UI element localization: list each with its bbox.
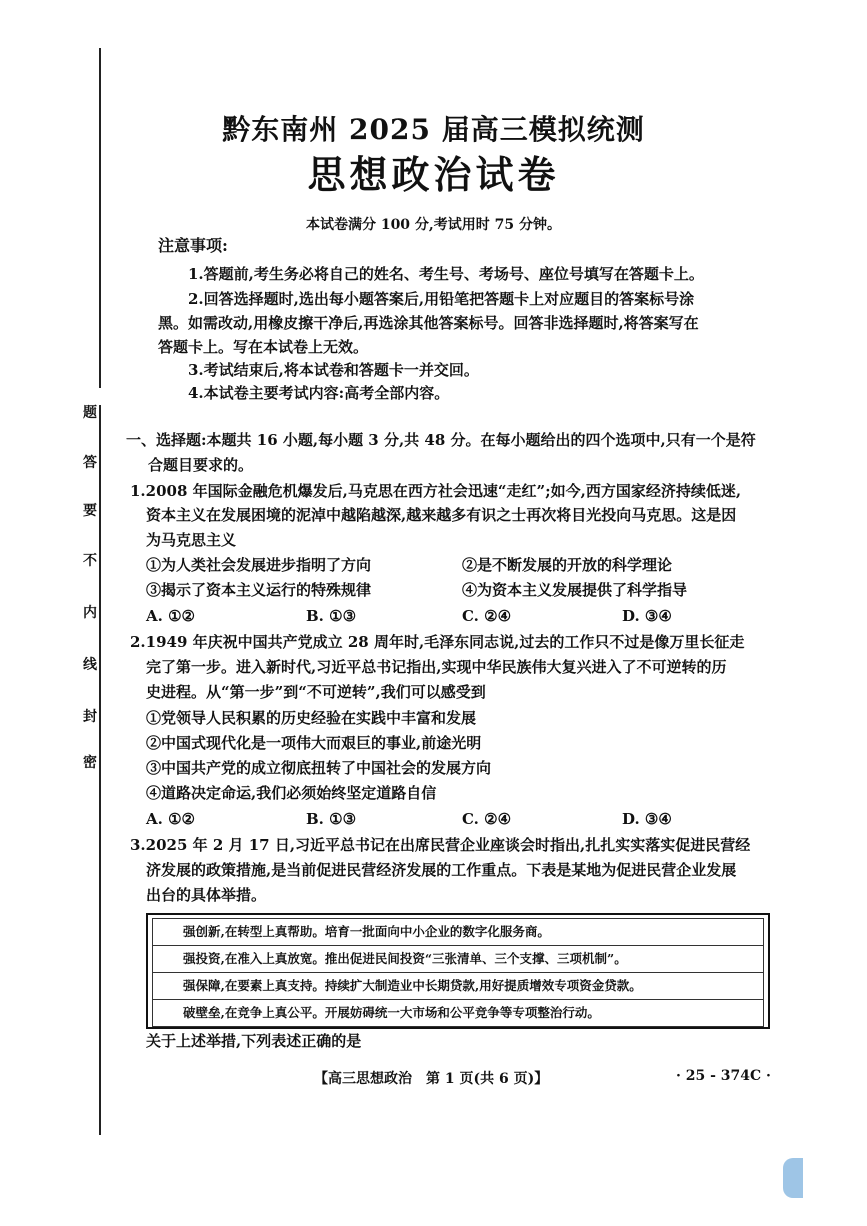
page-footer-label: 【高三思想政治 第 1 页(共 6 页)】 bbox=[314, 1071, 549, 1087]
table-row: 强投资,在准入上真放宽。推出促进民间投资“三张清单、三个支撑、三项机制”。 bbox=[152, 945, 764, 973]
seal-char: 内 bbox=[83, 605, 97, 621]
exam-title-line2: 思想政治试卷 bbox=[307, 152, 560, 197]
question-option: ④为资本主义发展提供了科学指导 bbox=[462, 581, 688, 599]
seal-char: 要 bbox=[83, 503, 97, 519]
seal-char: 线 bbox=[83, 657, 97, 673]
question-stem: 出台的具体举措。 bbox=[146, 886, 267, 904]
question-stem: 济发展的政策措施,是当前促进民营经济发展的工作重点。下表是某地为促进民营企业发展 bbox=[146, 861, 737, 879]
notes-line: 1.答题前,考生务必将自己的姓名、考生号、考场号、座位号填写在答题卡上。 bbox=[188, 265, 704, 283]
notes-line: 答题卡上。写在本试卷上无效。 bbox=[158, 338, 369, 356]
section-heading: 一、选择题:本题共 16 小题,每小题 3 分,共 48 分。在每小题给出的四个选项中,只有一个是符 bbox=[126, 431, 756, 449]
seal-char: 密 bbox=[83, 755, 97, 771]
page-footer-code: · 25 - 374C · bbox=[676, 1068, 771, 1084]
question-option: ③中国共产党的成立彻底扭转了中国社会的发展方向 bbox=[146, 759, 492, 777]
section-heading-cont: 合题目要求的。 bbox=[148, 456, 254, 474]
question-stem: 为马克思主义 bbox=[146, 531, 237, 549]
question-option: ③揭示了资本主义运行的特殊规律 bbox=[146, 581, 372, 599]
answer-choice: D. ③④ bbox=[622, 607, 672, 625]
measures-table bbox=[146, 913, 770, 1029]
seal-char: 题 bbox=[83, 405, 97, 421]
notes-line: 3.考试结束后,将本试卷和答题卡一并交回。 bbox=[188, 361, 479, 379]
table-row: 强创新,在转型上真帮助。培育一批面向中小企业的数字化服务商。 bbox=[152, 918, 764, 946]
answer-choice: C. ②④ bbox=[462, 810, 512, 828]
question-stem: 完了第一步。进入新时代,习近平总书记指出,实现中华民族伟大复兴进入了不可逆转的历 bbox=[146, 658, 727, 676]
answer-choice: B. ①③ bbox=[306, 607, 357, 625]
question-prompt: 关于上述举措,下列表述正确的是 bbox=[146, 1032, 362, 1050]
exam-info: 本试卷满分 100 分,考试用时 75 分钟。 bbox=[305, 217, 562, 233]
seal-char: 封 bbox=[83, 709, 97, 725]
question-option: ②中国式现代化是一项伟大而艰巨的事业,前途光明 bbox=[146, 734, 482, 752]
answer-choice: C. ②④ bbox=[462, 607, 512, 625]
seal-char: 不 bbox=[83, 553, 97, 569]
side-tab-handle[interactable] bbox=[783, 1158, 803, 1198]
question-option: ②是不断发展的开放的科学理论 bbox=[462, 556, 673, 574]
answer-choice: A. ①② bbox=[146, 810, 195, 828]
question-stem: 资本主义在发展困境的泥淖中越陷越深,越来越多有识之士再次将目光投向马克思。这是因 bbox=[146, 506, 737, 524]
seal-char: 答 bbox=[83, 455, 97, 471]
question-option: ①为人类社会发展进步指明了方向 bbox=[146, 556, 372, 574]
answer-choice: A. ①② bbox=[146, 607, 195, 625]
question-option: ①党领导人民积累的历史经验在实践中丰富和发展 bbox=[146, 709, 477, 727]
answer-choice: B. ①③ bbox=[306, 810, 357, 828]
table-row: 强保障,在要素上真支持。持续扩大制造业中长期贷款,用好提质增效专项资金贷款。 bbox=[152, 972, 764, 1000]
question-stem: 史进程。从“第一步”到“不可逆转”,我们可以感受到 bbox=[146, 683, 486, 701]
table-row: 破壁垒,在竞争上真公平。开展妨碍统一大市场和公平竞争等专项整治行动。 bbox=[152, 999, 764, 1027]
exam-title-line1: 黔东南州 2025 届高三模拟统测 bbox=[222, 113, 645, 146]
question-option: ④道路决定命运,我们必须始终坚定道路自信 bbox=[146, 784, 437, 802]
notes-line: 4.本试卷主要考试内容:高考全部内容。 bbox=[188, 384, 450, 402]
notes-heading: 注意事项: bbox=[158, 236, 228, 255]
notes-line: 2.回答选择题时,选出每小题答案后,用铅笔把答题卡上对应题目的答案标号涂 bbox=[188, 290, 695, 308]
question-stem: 1.2008 年国际金融危机爆发后,马克思在西方社会迅速“走红”;如今,西方国家经济持续低迷, bbox=[130, 482, 742, 500]
answer-choice: D. ③④ bbox=[622, 810, 672, 828]
question-stem: 3.2025 年 2 月 17 日,习近平总书记在出席民营企业座谈会时指出,扎扎实实落实促进民营经 bbox=[130, 836, 751, 854]
question-stem: 2.1949 年庆祝中国共产党成立 28 周年时,毛泽东同志说,过去的工作只不过是像万里长征走 bbox=[130, 633, 745, 651]
notes-line: 黑。如需改动,用橡皮擦干净后,再选涂其他答案标号。回答非选择题时,将答案写在 bbox=[158, 314, 699, 332]
